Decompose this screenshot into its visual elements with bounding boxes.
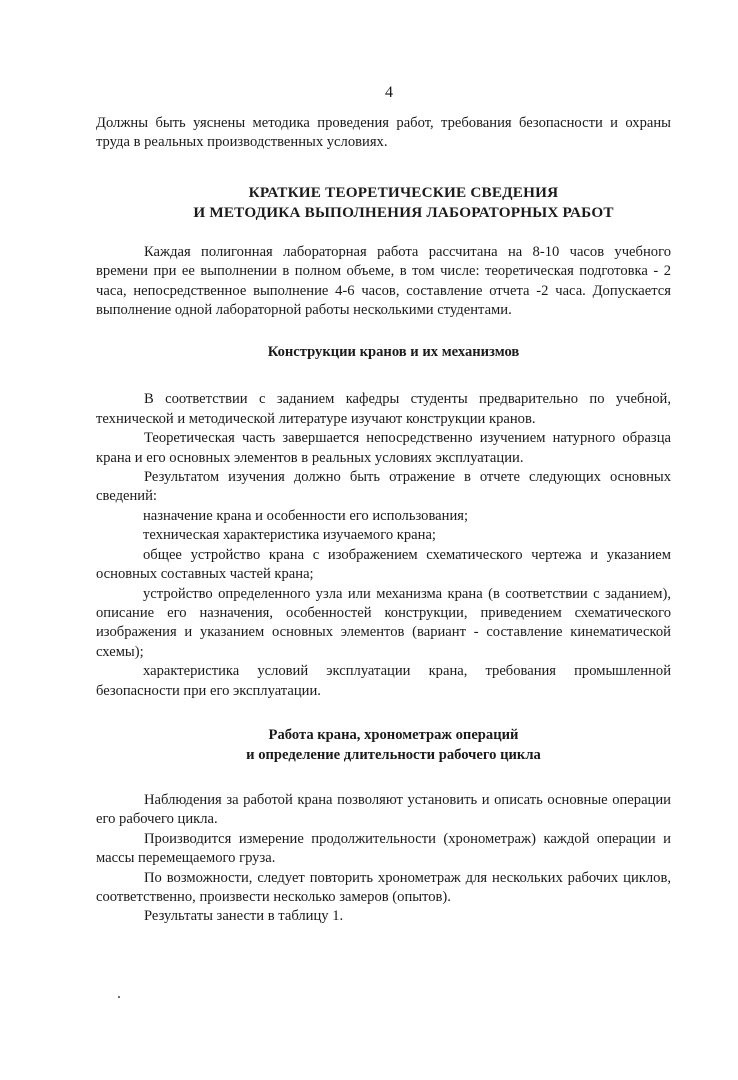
crane-design-paragraph-1: В соответствии с заданием кафедры студенты предварительно по учебной, технической и методической литературе изучают конструкции кранов. (96, 391, 671, 427)
crane-operation-paragraph-2: Производится измерение продолжительности (хронометраж) каждой операции и массы перемещаемого груза. (96, 830, 671, 867)
list-item: общее устройство крана с изображением схематического чертежа и указанием основных составных частей крана; (96, 546, 671, 583)
section-heading-theory-line1: КРАТКИЕ ТЕОРЕТИЧЕСКИЕ СВЕДЕНИЯ (248, 183, 559, 201)
list-item: назначение крана и особенности его использования; (143, 507, 469, 524)
list-item: техническая характеристика изучаемого крана; (143, 527, 436, 544)
crane-operation-paragraph-1: Наблюдения за работой крана позволяют установить и описать основные операции его рабочего цикла. (96, 791, 671, 828)
section-heading-crane-operation-line2: и определение длительности рабочего цикла (246, 746, 541, 763)
list-item: характеристика условий эксплуатации крана, требования промышленной безопасности при его эксплуатации. (96, 663, 671, 699)
page-content (96, 114, 671, 927)
section-heading-theory-line2: И МЕТОДИКА ВЫПОЛНЕНИЯ ЛАБОРАТОРНЫХ РАБОТ (193, 203, 614, 221)
crane-design-paragraph-3: Результатом изучения должно быть отражение в отчете следующих основных сведений: (96, 469, 671, 505)
crane-operation-paragraph-3: По возможности, следует повторить хронометраж для нескольких рабочих циклов, соответственно, произвести несколько замеров (опытов). (96, 869, 671, 905)
crane-design-paragraph-2: Теоретическая часть завершается непосредственно изучением натурного образца крана и его основных элементов в реальных условиях эксплуатации. (96, 430, 671, 466)
section-heading-crane-operation (96, 725, 671, 765)
intro-paragraph: Должны быть уяснены методика проведения работ, требования безопасности и охраны труда в реальных производственных условиях. (96, 115, 671, 151)
section-heading-theory (96, 183, 671, 223)
list-item: устройство определенного узла или механизма крана (в соответствии с заданием), описание его назначения, особенностей конструкции, приведением схематического изображения и указанием основных элементов (вариант - составление кинематической схемы); (96, 585, 671, 660)
page-number: 4 (385, 84, 393, 101)
section-heading-crane-design: Конструкции кранов и их механизмов (267, 344, 520, 361)
section-heading-crane-operation-line1: Работа крана, хронометраж операций (268, 726, 519, 743)
theory-paragraph: Каждая полигонная лабораторная работа рассчитана на 8-10 часов учебного времени при ее выполнении в полном объеме, в том числе: теоретическая подготовка - 2 часа, непосредственное выполнение 4-6 часов, составление отчета -2 часа. Допускается выполнение одной лабораторной работы несколькими студентами. (96, 243, 671, 319)
scan-speck (118, 996, 120, 998)
crane-operation-paragraph-4: Результаты занести в таблицу 1. (144, 908, 344, 925)
